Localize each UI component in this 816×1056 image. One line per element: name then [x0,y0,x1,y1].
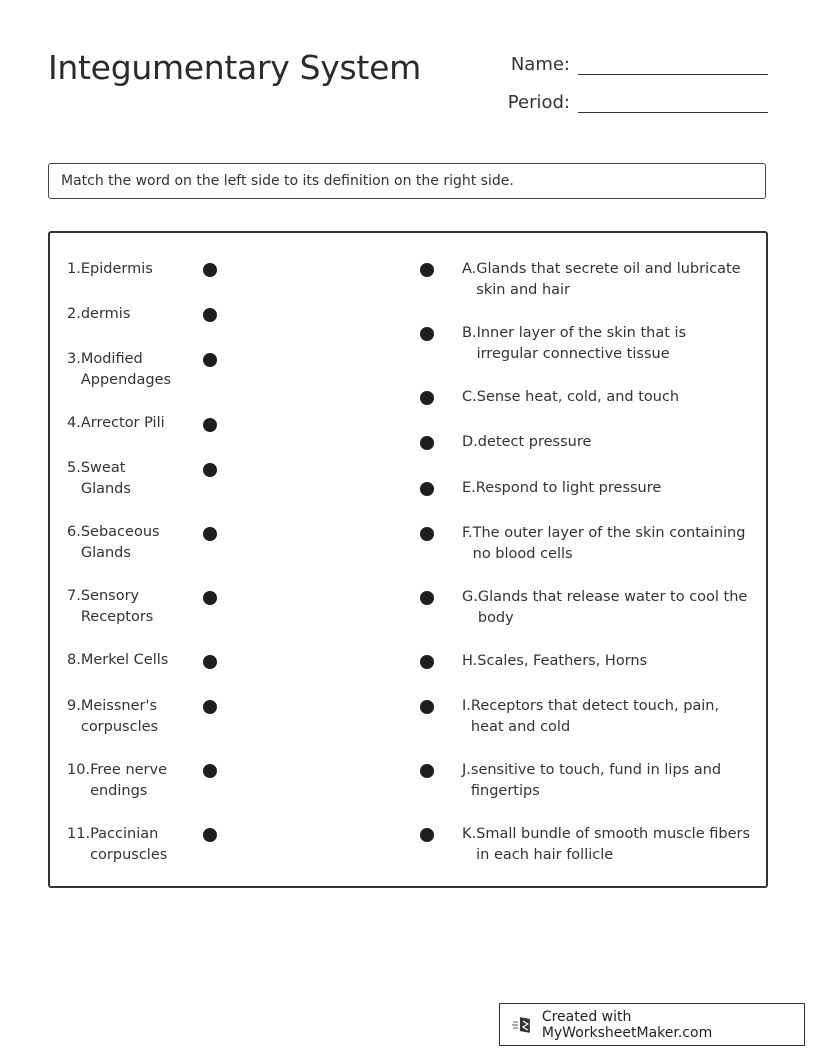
term-item: 5. Sweat Glands [67,460,131,497]
term-item: 9. Meissner's corpuscles [67,698,159,735]
term-dot[interactable] [203,828,217,842]
definition-dot[interactable] [420,482,434,496]
page-title: Integumentary System [48,48,421,87]
definition-item: C. Sense heat, cold, and touch [462,389,680,405]
definition-dot[interactable] [420,828,434,842]
term-item: 7. Sensory Receptors [67,588,154,625]
definition-item: G. Glands that release water to cool the body [462,589,748,626]
term-dot[interactable] [203,308,217,322]
definition-dot[interactable] [420,327,434,341]
definition-dot[interactable] [420,391,434,405]
definition-item: K. Small bundle of smooth muscle fibers in each hair follicle [462,826,751,863]
term-item: 2. dermis [67,306,131,322]
term-dot[interactable] [203,527,217,541]
definition-dot[interactable] [420,764,434,778]
term-dot[interactable] [203,463,217,477]
definition-item: H. Scales, Feathers, Horns [462,653,648,669]
term-item: 10. Free nerve endings [67,762,168,799]
term-dot[interactable] [203,764,217,778]
worksheet-logo-icon [512,1015,534,1035]
definition-item: J. sensitive to touch, fund in lips and fingertips [462,762,722,799]
definition-item: F. The outer layer of the skin containing no blood cells [462,525,746,562]
definition-dot[interactable] [420,263,434,277]
definition-dot[interactable] [420,436,434,450]
term-dot[interactable] [203,700,217,714]
term-dot[interactable] [203,263,217,277]
footer-text: Created with MyWorksheetMaker.com [541,1008,713,1041]
definition-item: A. Glands that secrete oil and lubricate skin and hair [462,261,741,298]
definition-item: E. Respond to light pressure [462,480,662,496]
term-item: 6. Sebaceous Glands [67,524,160,561]
name-label: Name: [510,54,570,75]
footer-credit[interactable] [499,1003,805,1046]
term-dot[interactable] [203,353,217,367]
period-field [490,90,768,113]
definition-dot[interactable] [420,700,434,714]
definition-item: B. Inner layer of the skin that is irregular connective tissue [462,325,687,362]
definition-item: I. Receptors that detect touch, pain, heat and cold [462,698,720,735]
name-line[interactable] [578,52,768,75]
term-dot[interactable] [203,418,217,432]
term-item: 1. Epidermis [67,261,153,277]
term-item: 11. Paccinian corpuscles [67,826,168,863]
definition-item: D. detect pressure [462,434,592,450]
period-label: Period: [507,92,570,113]
definition-dot[interactable] [420,527,434,541]
name-field [490,52,768,75]
matching-section [48,231,768,888]
term-dot[interactable] [203,591,217,605]
period-line[interactable] [578,90,768,113]
instructions-text: Match the word on the left side to its definition on the right side. [61,173,514,189]
term-item: 3. Modified Appendages [67,351,172,388]
term-dot[interactable] [203,655,217,669]
term-item: 8. Merkel Cells [67,652,169,668]
term-item: 4. Arrector Pili [67,415,165,431]
definition-dot[interactable] [420,591,434,605]
instructions-box [48,163,766,199]
definition-dot[interactable] [420,655,434,669]
